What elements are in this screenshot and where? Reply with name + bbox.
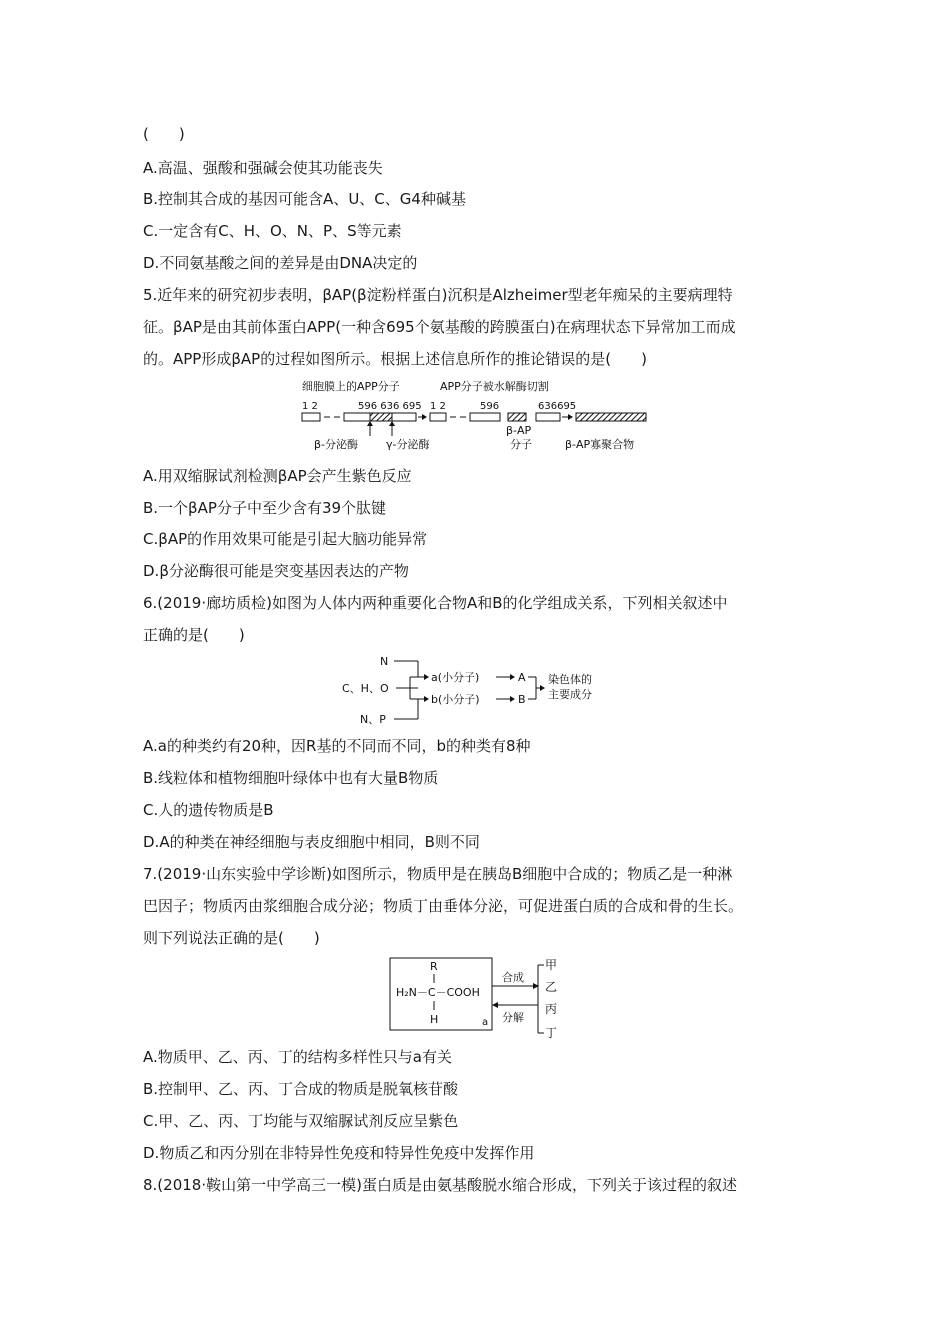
beta-secretase-arrow-icon — [367, 421, 373, 426]
substance-bing: 丙 — [545, 1002, 558, 1016]
decomposition-arrow-icon — [492, 1002, 498, 1008]
q7-option-a: A.物质甲、乙、丙、丁的结构多样性只与a有关 — [143, 1048, 452, 1066]
q5-option-c: C.βAP的作用效果可能是引起大脑功能异常 — [143, 530, 428, 548]
bap-oligomer — [576, 413, 646, 421]
q4-option-d: D.不同氨基酸之间的差异是由DNA决定的 — [143, 254, 418, 272]
cut-label: APP分子被水解酶切割 — [440, 380, 549, 393]
q6-option-c: C.人的遗传物质是B — [143, 801, 274, 819]
amino-acid-formula: H₂N－C－COOH — [396, 986, 480, 999]
left-nums-a: 1 2 — [302, 401, 318, 412]
arrow-1-icon — [422, 414, 427, 420]
substance-yi: 乙 — [545, 980, 558, 994]
arrow-result-icon — [540, 685, 545, 691]
q4-option-a: A.高温、强酸和强碱会使其功能丧失 — [143, 159, 383, 177]
element-cho: C、H、O — [342, 682, 389, 695]
q4-option-b: B.控制其合成的基因可能含A、U、C、G4种碱基 — [143, 190, 466, 208]
q7-amino-acid-figure — [388, 955, 578, 1041]
result-line-1: 染色体的 — [548, 673, 592, 686]
result-line-2: 主要成分 — [548, 688, 592, 701]
q8-stem-line-1: 8.(2018·鞍山第一中学高三一模)蛋白质是由氨基酸脱水缩合形成，下列关于该过程的叙述 — [143, 1176, 737, 1194]
a-small-molecule: a(小分子) — [431, 671, 480, 684]
q5-app-figure — [300, 378, 650, 458]
cut-segment-start — [430, 413, 446, 421]
mid-nums-b: 596 — [480, 401, 500, 412]
q7-option-d: D.物质乙和丙分别在非特异性免疫和特异性免疫中发挥作用 — [143, 1144, 535, 1162]
q7-stem-line-3: 则下列说法正确的是( ) — [143, 929, 320, 947]
right-nums: 636695 — [538, 401, 577, 412]
q5-stem-line-1: 5.近年来的研究初步表明，βAP(β淀粉样蛋白)沉积是Alzheimer型老年痴呆的主要病理特 — [143, 286, 733, 304]
arrow-B-icon — [510, 696, 515, 702]
beta-secretase-label: β-分泌酶 — [314, 438, 358, 451]
q5-option-a: A.用双缩脲试剂检测βAP会产生紫色反应 — [143, 467, 412, 485]
q4-option-c: C.一定含有C、H、O、N、P、S等元素 — [143, 222, 402, 240]
b-small-molecule: b(小分子) — [431, 693, 480, 706]
q6-option-d: D.A的种类在神经细胞与表皮细胞中相同，B则不同 — [143, 833, 480, 851]
substance-jia: 甲 — [545, 958, 558, 972]
q5-stem-line-2: 征。βAP是由其前体蛋白APP(一种含695个氨基酸的跨膜蛋白)在病理状态下异常加工而成 — [143, 318, 736, 336]
q5-stem-line-3: 的。APP形成βAP的过程如图所示。根据上述信息所作的推论错误的是( ) — [143, 350, 647, 368]
q6-composition-figure — [338, 650, 628, 730]
cut-segment-pre — [470, 413, 500, 421]
substance-ding: 丁 — [545, 1026, 558, 1040]
compound-B: B — [518, 693, 526, 706]
element-n: N — [380, 655, 389, 668]
synthesis-label: 合成 — [502, 971, 524, 984]
bap-molecule-label-2: 分子 — [510, 438, 532, 451]
q7-option-c: C.甲、乙、丙、丁均能与双缩脲试剂反应呈紫色 — [143, 1112, 459, 1130]
label-a: a — [482, 1017, 489, 1028]
compound-A: A — [518, 671, 526, 684]
q5-option-b: B.一个βAP分子中至少含有39个肽键 — [143, 499, 387, 517]
bap-molecule — [508, 413, 526, 421]
h-atom: H — [430, 1013, 439, 1026]
arrow-A-icon — [510, 674, 515, 680]
arrow-2-icon — [568, 414, 573, 420]
membrane-label: 细胞膜上的APP分子 — [302, 380, 400, 393]
q5-option-d: D.β分泌酶很可能是突变基因表达的产物 — [143, 562, 409, 580]
r-group: R — [430, 960, 438, 973]
decomposition-label: 分解 — [502, 1011, 524, 1024]
oligomer-label: β-AP寡聚合物 — [565, 438, 635, 451]
q7-stem-line-2: 巴因子；物质丙由浆细胞合成分泌；物质丁由垂体分泌，可促进蛋白质的合成和骨的生长。 — [143, 897, 744, 915]
q6-stem-line-1: 6.(2019·廊坊质检)如图为人体内两种重要化合物A和B的化学组成关系，下列相关叙述中 — [143, 594, 728, 612]
element-np: N、P — [360, 713, 386, 726]
arrow-a-icon — [424, 674, 429, 680]
gamma-secretase-label: γ-分泌酶 — [386, 438, 430, 451]
app-beta-region — [370, 413, 392, 421]
arrow-b-icon — [424, 696, 429, 702]
left-nums-b: 596 636 695 — [358, 401, 422, 412]
bap-molecule-label-1: β-AP — [506, 424, 532, 437]
q6-option-b: B.线粒体和植物细胞叶绿体中也有大量B物质 — [143, 769, 439, 787]
mid-nums-a: 1 2 — [430, 401, 446, 412]
gamma-secretase-arrow-icon — [389, 421, 395, 426]
app-segment-tail — [392, 413, 416, 421]
cut-segment-tail — [536, 413, 560, 421]
q7-option-b: B.控制甲、乙、丙、丁合成的物质是脱氧核苷酸 — [143, 1080, 459, 1098]
q4-stem-tail: ( ) — [143, 125, 185, 143]
app-segment-pre — [344, 413, 370, 421]
q6-stem-line-2: 正确的是( ) — [143, 626, 245, 644]
q6-option-a: A.a的种类约有20种，因R基的不同而不同，b的种类有8种 — [143, 737, 531, 755]
app-segment-start — [302, 413, 320, 421]
q7-stem-line-1: 7.(2019·山东实验中学诊断)如图所示，物质甲是在胰岛B细胞中合成的；物质乙是一种淋 — [143, 865, 733, 883]
